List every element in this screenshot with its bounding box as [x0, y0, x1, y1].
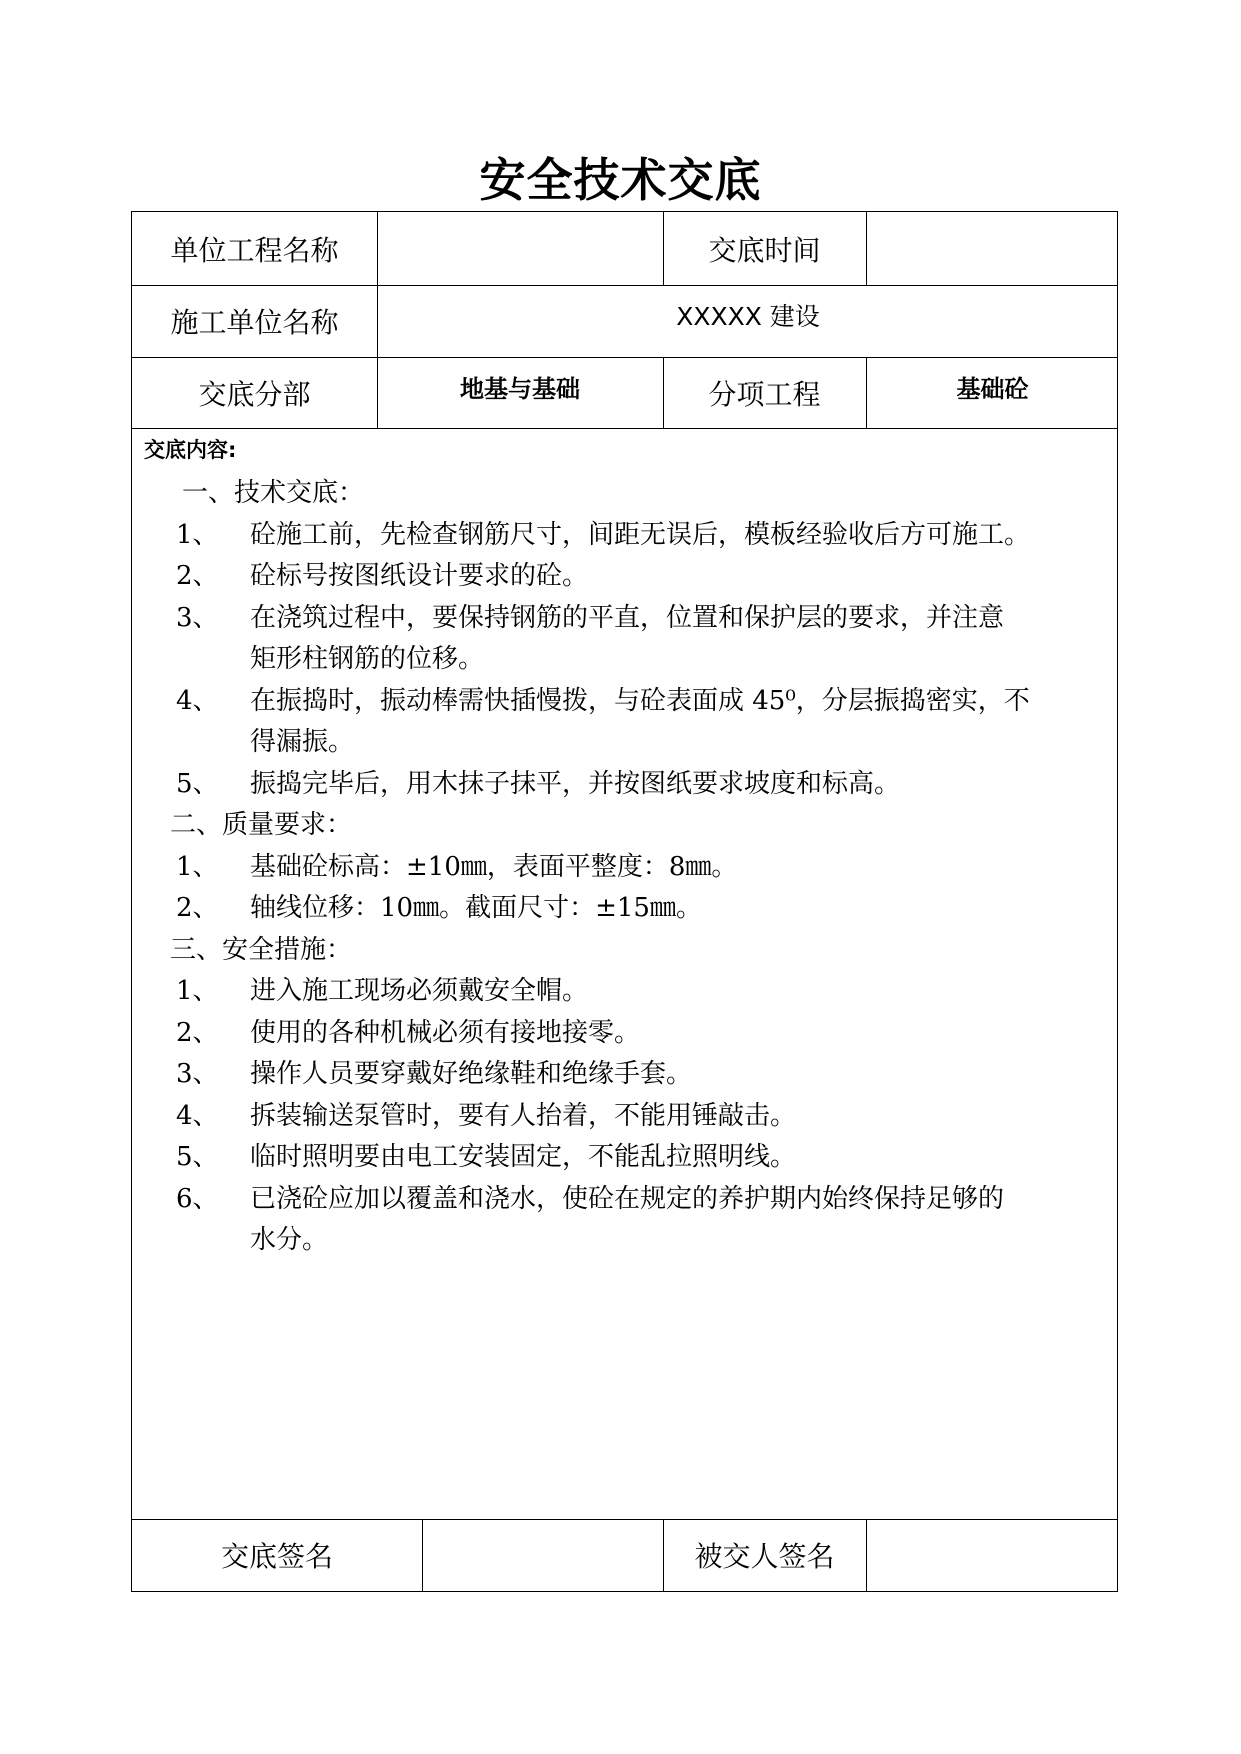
- list-item: [132, 888, 1119, 930]
- subitem-value[interactable]: 基础砼: [956, 374, 1029, 403]
- list-item-text: 操作人员要穿戴好绝缘鞋和绝缘手套。: [250, 1059, 693, 1089]
- list-item-text: 轴线位移：10㎜。截面尺寸：±15㎜。: [250, 893, 702, 923]
- receiver-sign-label: 被交人签名: [694, 1540, 835, 1573]
- list-item: [132, 971, 1119, 1013]
- list-item: [132, 1013, 1119, 1055]
- construction-unit-label: 施工单位名称: [170, 306, 339, 339]
- list-item-number: 2、: [176, 561, 219, 591]
- section-heading: 一、技术交底：: [182, 478, 365, 508]
- list-item: [132, 1137, 1119, 1179]
- section-heading: 三、安全措施：: [170, 934, 353, 965]
- handover-sign-label: 交底签名: [220, 1540, 333, 1573]
- list-item-number: 4、: [176, 685, 219, 716]
- list-item-text: 在振捣时，振动棒需快插慢拨，与砼表面成 45⁰，分层振捣密实，不: [250, 685, 1030, 716]
- subitem-label: 分项工程: [708, 377, 821, 411]
- list-item-number: 6、: [176, 1183, 219, 1214]
- list-item: [132, 1054, 1119, 1096]
- list-item-text: 得漏振。: [250, 727, 355, 757]
- list-item-text: 拆装输送泵管时，要有人抬着，不能用锤敲击。: [250, 1100, 797, 1131]
- list-item-text: 临时照明要由电工安装固定，不能乱拉照明线。: [250, 1142, 797, 1172]
- list-item-text: 已浇砼应加以覆盖和浇水，使砼在规定的养护期内始终保持足够的: [250, 1183, 1005, 1214]
- handover-time-label: 交底时间: [708, 233, 821, 267]
- list-item: [132, 847, 1119, 889]
- receiver-sign-value[interactable]: [866, 1519, 1119, 1591]
- list-item-number: 1、: [176, 976, 219, 1006]
- list-item: [132, 515, 1119, 557]
- list-item-number: 5、: [176, 768, 219, 799]
- handover-time-value[interactable]: [866, 212, 1119, 285]
- unit-project-label: 单位工程名称: [170, 233, 339, 267]
- list-item-text: 使用的各种机械必须有接地接零。: [250, 1017, 641, 1048]
- list-item-number: 4、: [176, 1100, 219, 1131]
- list-item-number: 2、: [176, 893, 219, 923]
- list-item-number: 1、: [176, 851, 219, 882]
- construction-unit-value[interactable]: XXXXX 建设: [676, 302, 820, 331]
- list-item: [132, 556, 1119, 598]
- division-label: 交底分部: [198, 377, 311, 411]
- document-title: 安全技术交底: [479, 153, 762, 207]
- handover-form-table: [131, 211, 1118, 1592]
- division-value[interactable]: 地基与基础: [460, 374, 580, 403]
- list-item-text: 进入施工现场必须戴安全帽。: [250, 976, 589, 1006]
- list-item: [132, 1179, 1119, 1262]
- handover-sign-value[interactable]: [422, 1519, 663, 1591]
- list-item-text: 基础砼标高：±10㎜，表面平整度：8㎜。: [250, 851, 738, 882]
- list-item-number: 2、: [176, 1017, 219, 1048]
- section-heading: 二、质量要求：: [170, 810, 353, 840]
- list-item-text: 砼施工前，先检查钢筋尺寸，间距无误后，模板经验收后方可施工。: [250, 519, 1031, 550]
- list-item-number: 1、: [176, 519, 219, 550]
- list-item-number: 5、: [176, 1142, 219, 1172]
- list-item-text: 砼标号按图纸设计要求的砼。: [250, 561, 589, 591]
- content-label: 交底内容:: [144, 438, 237, 462]
- list-item-text: 矩形柱钢筋的位移。: [250, 644, 485, 674]
- list-item-text: 振捣完毕后，用木抹子抹平，并按图纸要求坡度和标高。: [250, 768, 901, 799]
- list-item-text: 在浇筑过程中，要保持钢筋的平直，位置和保护层的要求，并注意: [250, 602, 1005, 633]
- list-item: [132, 764, 1119, 806]
- list-item-number: 3、: [176, 602, 219, 633]
- list-item-text: 水分。: [250, 1225, 329, 1255]
- handover-content-area: [132, 428, 1119, 1519]
- list-item: [132, 598, 1119, 681]
- list-item: [132, 1096, 1119, 1138]
- unit-project-value[interactable]: [377, 212, 663, 285]
- list-item-number: 3、: [176, 1059, 219, 1089]
- list-item: [132, 681, 1119, 764]
